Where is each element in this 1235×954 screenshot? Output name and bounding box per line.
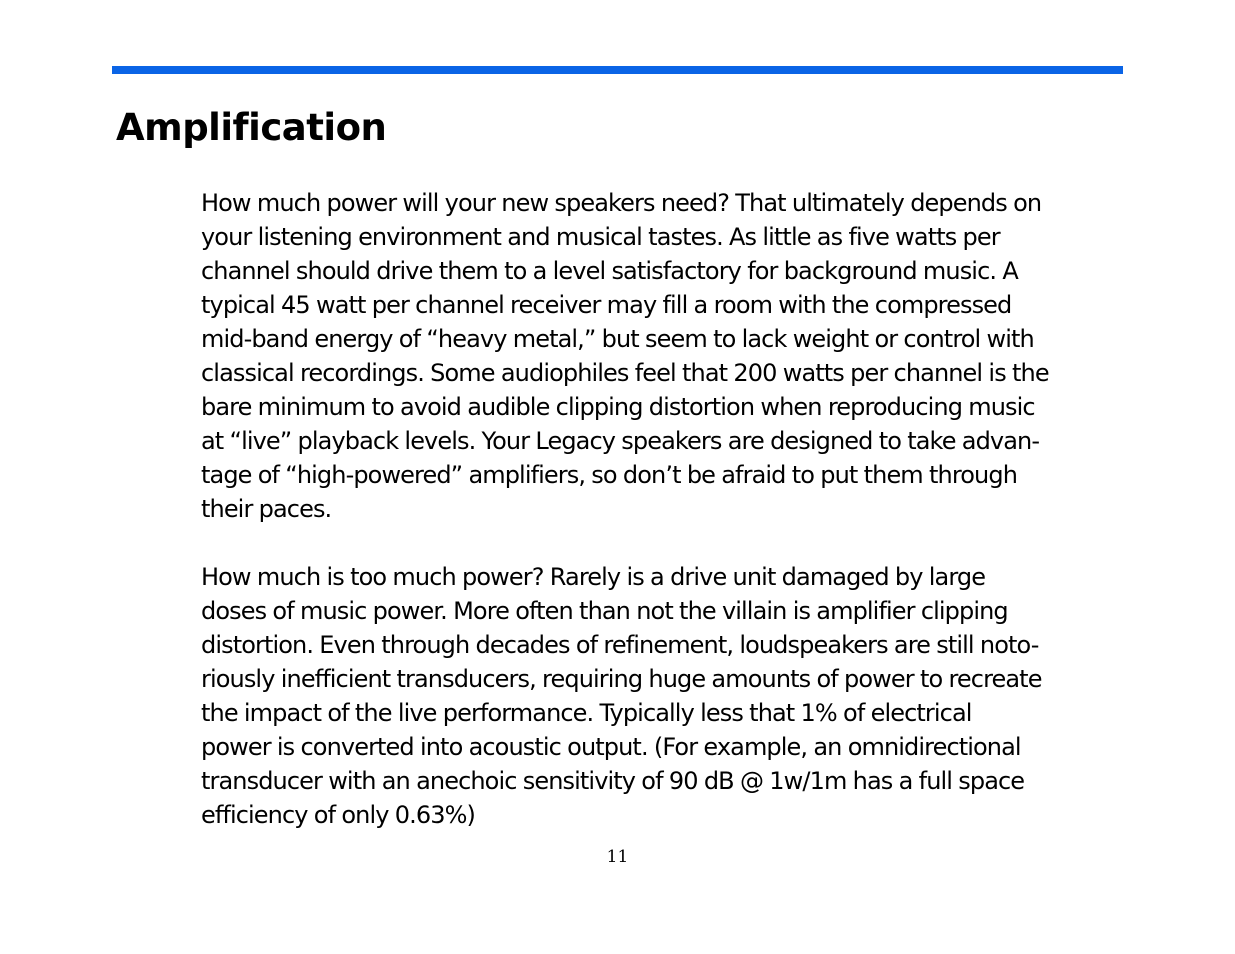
- text-line: at “live” playback levels. Your Legacy speakers are designed to take advan-: [201, 427, 1040, 455]
- text-line: transducer with an anechoic sensitivity of 90 dB @ 1w/1m has a full space: [201, 767, 1025, 795]
- text-line: the impact of the live performance. Typically less that 1% of electrical: [201, 699, 972, 727]
- text-line: tage of “high-powered” amplifiers, so don’t be afraid to put them through: [201, 461, 1018, 489]
- text-line: How much is too much power? Rarely is a drive unit damaged by large: [201, 563, 986, 591]
- text-line: power is converted into acoustic output. (For example, an omnidirectional: [201, 733, 1021, 761]
- text-line: your listening environment and musical tastes. As little as five watts per: [201, 223, 1000, 251]
- page-title: Amplification: [116, 106, 387, 149]
- text-line: riously inefficient transducers, requiring huge amounts of power to recreate: [201, 665, 1042, 693]
- text-line: How much power will your new speakers need? That ultimately depends on: [201, 189, 1042, 217]
- text-line: doses of music power. More often than not the villain is amplifier clipping: [201, 597, 1008, 625]
- text-line: mid-band energy of “heavy metal,” but seem to lack weight or control with: [201, 325, 1034, 353]
- text-line: their paces.: [201, 495, 332, 523]
- text-line: efficiency of only 0.63%): [201, 801, 475, 829]
- text-line: classical recordings. Some audiophiles feel that 200 watts per channel is the: [201, 359, 1049, 387]
- top-accent-rule: [112, 66, 1123, 74]
- text-line: bare minimum to avoid audible clipping distortion when reproducing music: [201, 393, 1035, 421]
- text-line: channel should drive them to a level satisfactory for background music. A: [201, 257, 1018, 285]
- text-line: typical 45 watt per channel receiver may fill a room with the compressed: [201, 291, 1012, 319]
- paragraph-power-needs: [201, 186, 1161, 526]
- page-number: 11: [606, 847, 629, 867]
- body-text: [201, 186, 1161, 866]
- text-line: distortion. Even through decades of refinement, loudspeakers are still noto-: [201, 631, 1039, 659]
- paragraph-too-much-power: [201, 560, 1161, 832]
